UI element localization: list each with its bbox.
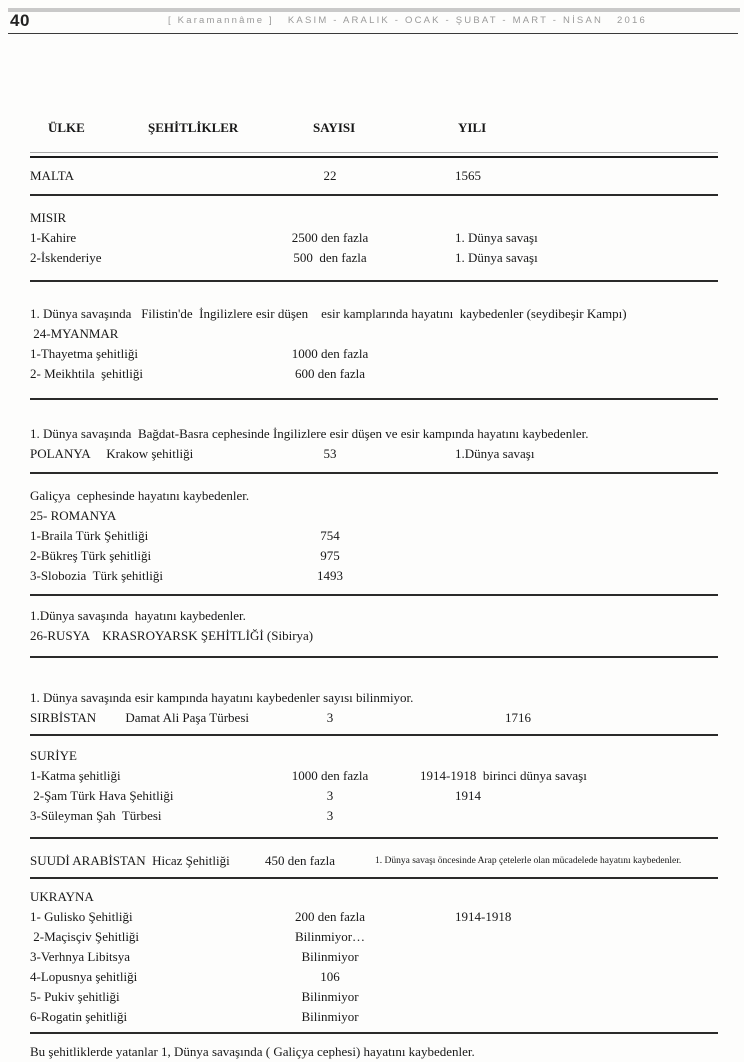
cell-c3: 1914-1918 birinci dünya savaşı [420,768,587,783]
cell-c3 [405,806,718,826]
cemeteries-table [30,120,718,1062]
cell-c3: 1565 [455,168,481,183]
table-row [30,566,718,586]
cell-c2: Bilinmiyor [301,949,359,964]
cell-c1: POLANYA Krakow şehitliği [30,446,194,461]
table-row [30,444,718,464]
cell-c2 [255,746,405,766]
journal-header [168,15,647,26]
journal-title: [ Karamannâme ] [168,15,274,26]
cell-c1: SUUDİ ARABİSTAN Hicaz Şehitliği [30,853,230,868]
section-note: 1.Dünya savaşında hayatını kaybedenler. [30,608,246,623]
cell-c2: Bilinmiyor [301,989,359,1004]
section-divider [30,280,718,282]
cell-c3 [405,987,718,1007]
cell-c3 [405,506,718,526]
cell-c3: 1716 [505,710,531,725]
table-row [30,766,718,786]
cell-c3 [405,626,718,646]
cell-c3 [405,927,718,947]
cell-c1: 5- Pukiv şehitliği [30,989,120,1004]
cell-c3: 1914 [455,788,481,803]
section-divider [30,1032,718,1034]
cell-c2: 754 [320,528,340,543]
cell-c1: 6-Rogatin şehitliği [30,1009,128,1024]
section-divider [30,837,718,839]
cell-c1: MALTA [30,168,74,183]
cell-c3 [405,344,718,364]
cell-c2 [255,887,405,907]
cell-c2: 53 [323,446,337,461]
cell-c2 [255,208,405,228]
cell-c1: SIRBİSTAN Damat Ali Paşa Türbesi [30,710,249,725]
cell-c1: 25- ROMANYA [30,508,117,523]
cell-c1: SURİYE [30,748,77,763]
table-row [30,708,718,728]
issue-year: 2016 [617,15,647,26]
table-row [30,344,718,364]
cell-c3 [405,746,718,766]
cell-c2 [255,506,405,526]
cell-c1: 4-Lopusnya şehitliği [30,969,138,984]
cell-c1: 2-İskenderiye [30,250,102,265]
cell-c2: 450 den fazla [264,853,336,868]
section-divider [30,877,718,879]
cell-c2: 600 den fazla [294,366,366,381]
cell-c2: 975 [320,548,340,563]
cell-c1: 3-Verhnya Libitsya [30,949,131,964]
cell-c3 [405,546,718,566]
top-rule [8,8,740,12]
cell-c2: 2500 den fazla [291,230,369,245]
section-note: 1. Dünya savaşında esir kampında hayatını kaybedenler sayısı bilinmiyor. [30,690,414,705]
cell-c3 [405,947,718,967]
cell-c1: MISIR [30,210,67,225]
cell-c2: 1493 [317,568,343,583]
table-row [30,851,718,871]
cell-c2: 1000 den fazla [291,346,369,361]
cell-c1: 1-Kahire [30,230,77,245]
section-note: 1. Dünya savaşında Bağdat-Basra cephesinde İngilizlere esir düşen ve esir kampında hayatını kaybedenler. [30,426,589,441]
cell-c3: 1.Dünya savaşı [455,446,535,461]
cell-c1: 1-Katma şehitliği [30,768,121,783]
table-row [30,208,718,228]
table-row [30,806,718,826]
cell-c2: 3 [326,808,334,823]
table-row [30,887,718,907]
table-row [30,1007,718,1027]
section-note: Galiçya cephesinde hayatını kaybedenler. [30,488,250,503]
table-row [30,228,718,248]
cell-c3 [405,566,718,586]
table-row [30,166,718,186]
cell-c2: Bilinmiyor [301,1009,359,1024]
header-divider [8,33,738,34]
page-number: 40 [10,11,30,30]
cell-c2: 22 [323,168,337,183]
cell-c3 [405,526,718,546]
cell-c1: UKRAYNA [30,889,94,904]
section-divider [30,656,718,658]
cell-c1: 3-Süleyman Şah Türbesi [30,808,162,823]
table-row [30,927,718,947]
column-header-ulke: ÜLKE [48,120,85,135]
table-row [30,786,718,806]
cell-c1: 2-Maçisçiv Şehitliği [30,929,140,944]
table-row [30,626,718,646]
table-row [30,506,718,526]
cell-c1: 2-Şam Türk Hava Şehitliği [30,788,174,803]
cell-c3: 1. Dünya savaşı [455,250,538,265]
cell-c1: 1-Thayetma şehitliği [30,346,138,361]
table-row [30,526,718,546]
cell-c3: 1. Dünya savaşı [455,230,538,245]
cell-c2: 200 den fazla [294,909,366,924]
section-divider [30,398,718,400]
cell-c1: 26-RUSYA KRASROYARSK ŞEHİTLİĞİ (Sibirya) [30,628,314,643]
cell-c3: 1. Dünya savaşı öncesinde Arap çetelerle olan mücadelede hayatını kaybedenler. [375,856,682,866]
table-header-divider [30,152,718,158]
cell-c2: Bilinmiyor… [294,929,366,944]
cell-c2: 1000 den fazla [291,768,369,783]
column-header-sehitlikler: ŞEHİTLİKLER [148,120,239,135]
cell-c3 [405,208,718,228]
table-row [30,907,718,927]
issue-months: KASIM - ARALIK - OCAK - ŞUBAT - MART - NİSAN [287,15,604,26]
cell-c1: 2-Bükreş Türk şehitliği [30,548,152,563]
section-divider [30,594,718,596]
section-divider [30,194,718,196]
cell-c3 [405,887,718,907]
column-header-sayisi: SAYISI [313,120,356,135]
table-row [30,364,718,384]
footer-note: Bu şehitliklerde yatanlar 1, Dünya savaşında ( Galiçya cephesi) hayatını kaybedenler. [30,1044,475,1059]
table-row [30,967,718,987]
cell-c3 [405,967,718,987]
table-row [30,248,718,268]
cell-c3 [405,1007,718,1027]
cell-c1: 1-Braila Türk Şehitliği [30,528,149,543]
cell-c2: 3 [326,788,334,803]
section-note: 24-MYANMAR [30,326,119,341]
cell-c3 [405,364,718,384]
cell-c1: 3-Slobozia Türk şehitliği [30,568,163,583]
section-note: 1. Dünya savaşında Filistin'de İngilizlere esir düşen esir kamplarında hayatını kaybedenler (seydibeşir Kampı) [30,306,627,321]
cell-c3: 1914-1918 [455,909,512,924]
section-divider [30,734,718,736]
table-row [30,746,718,766]
section-divider [30,472,718,474]
table-body [30,166,718,1062]
cell-c2: 3 [326,710,334,725]
cell-c1: 1- Gulisko Şehitliği [30,909,133,924]
table-row [30,947,718,967]
cell-c2: 106 [320,969,340,984]
column-header-yili: YILI [458,120,487,135]
cell-c2 [255,626,405,646]
cell-c1: 2- Meikhtila şehitliği [30,366,144,381]
table-row [30,987,718,1007]
cell-c2: 500 den fazla [293,250,367,265]
table-header-row [30,120,718,142]
table-row [30,546,718,566]
